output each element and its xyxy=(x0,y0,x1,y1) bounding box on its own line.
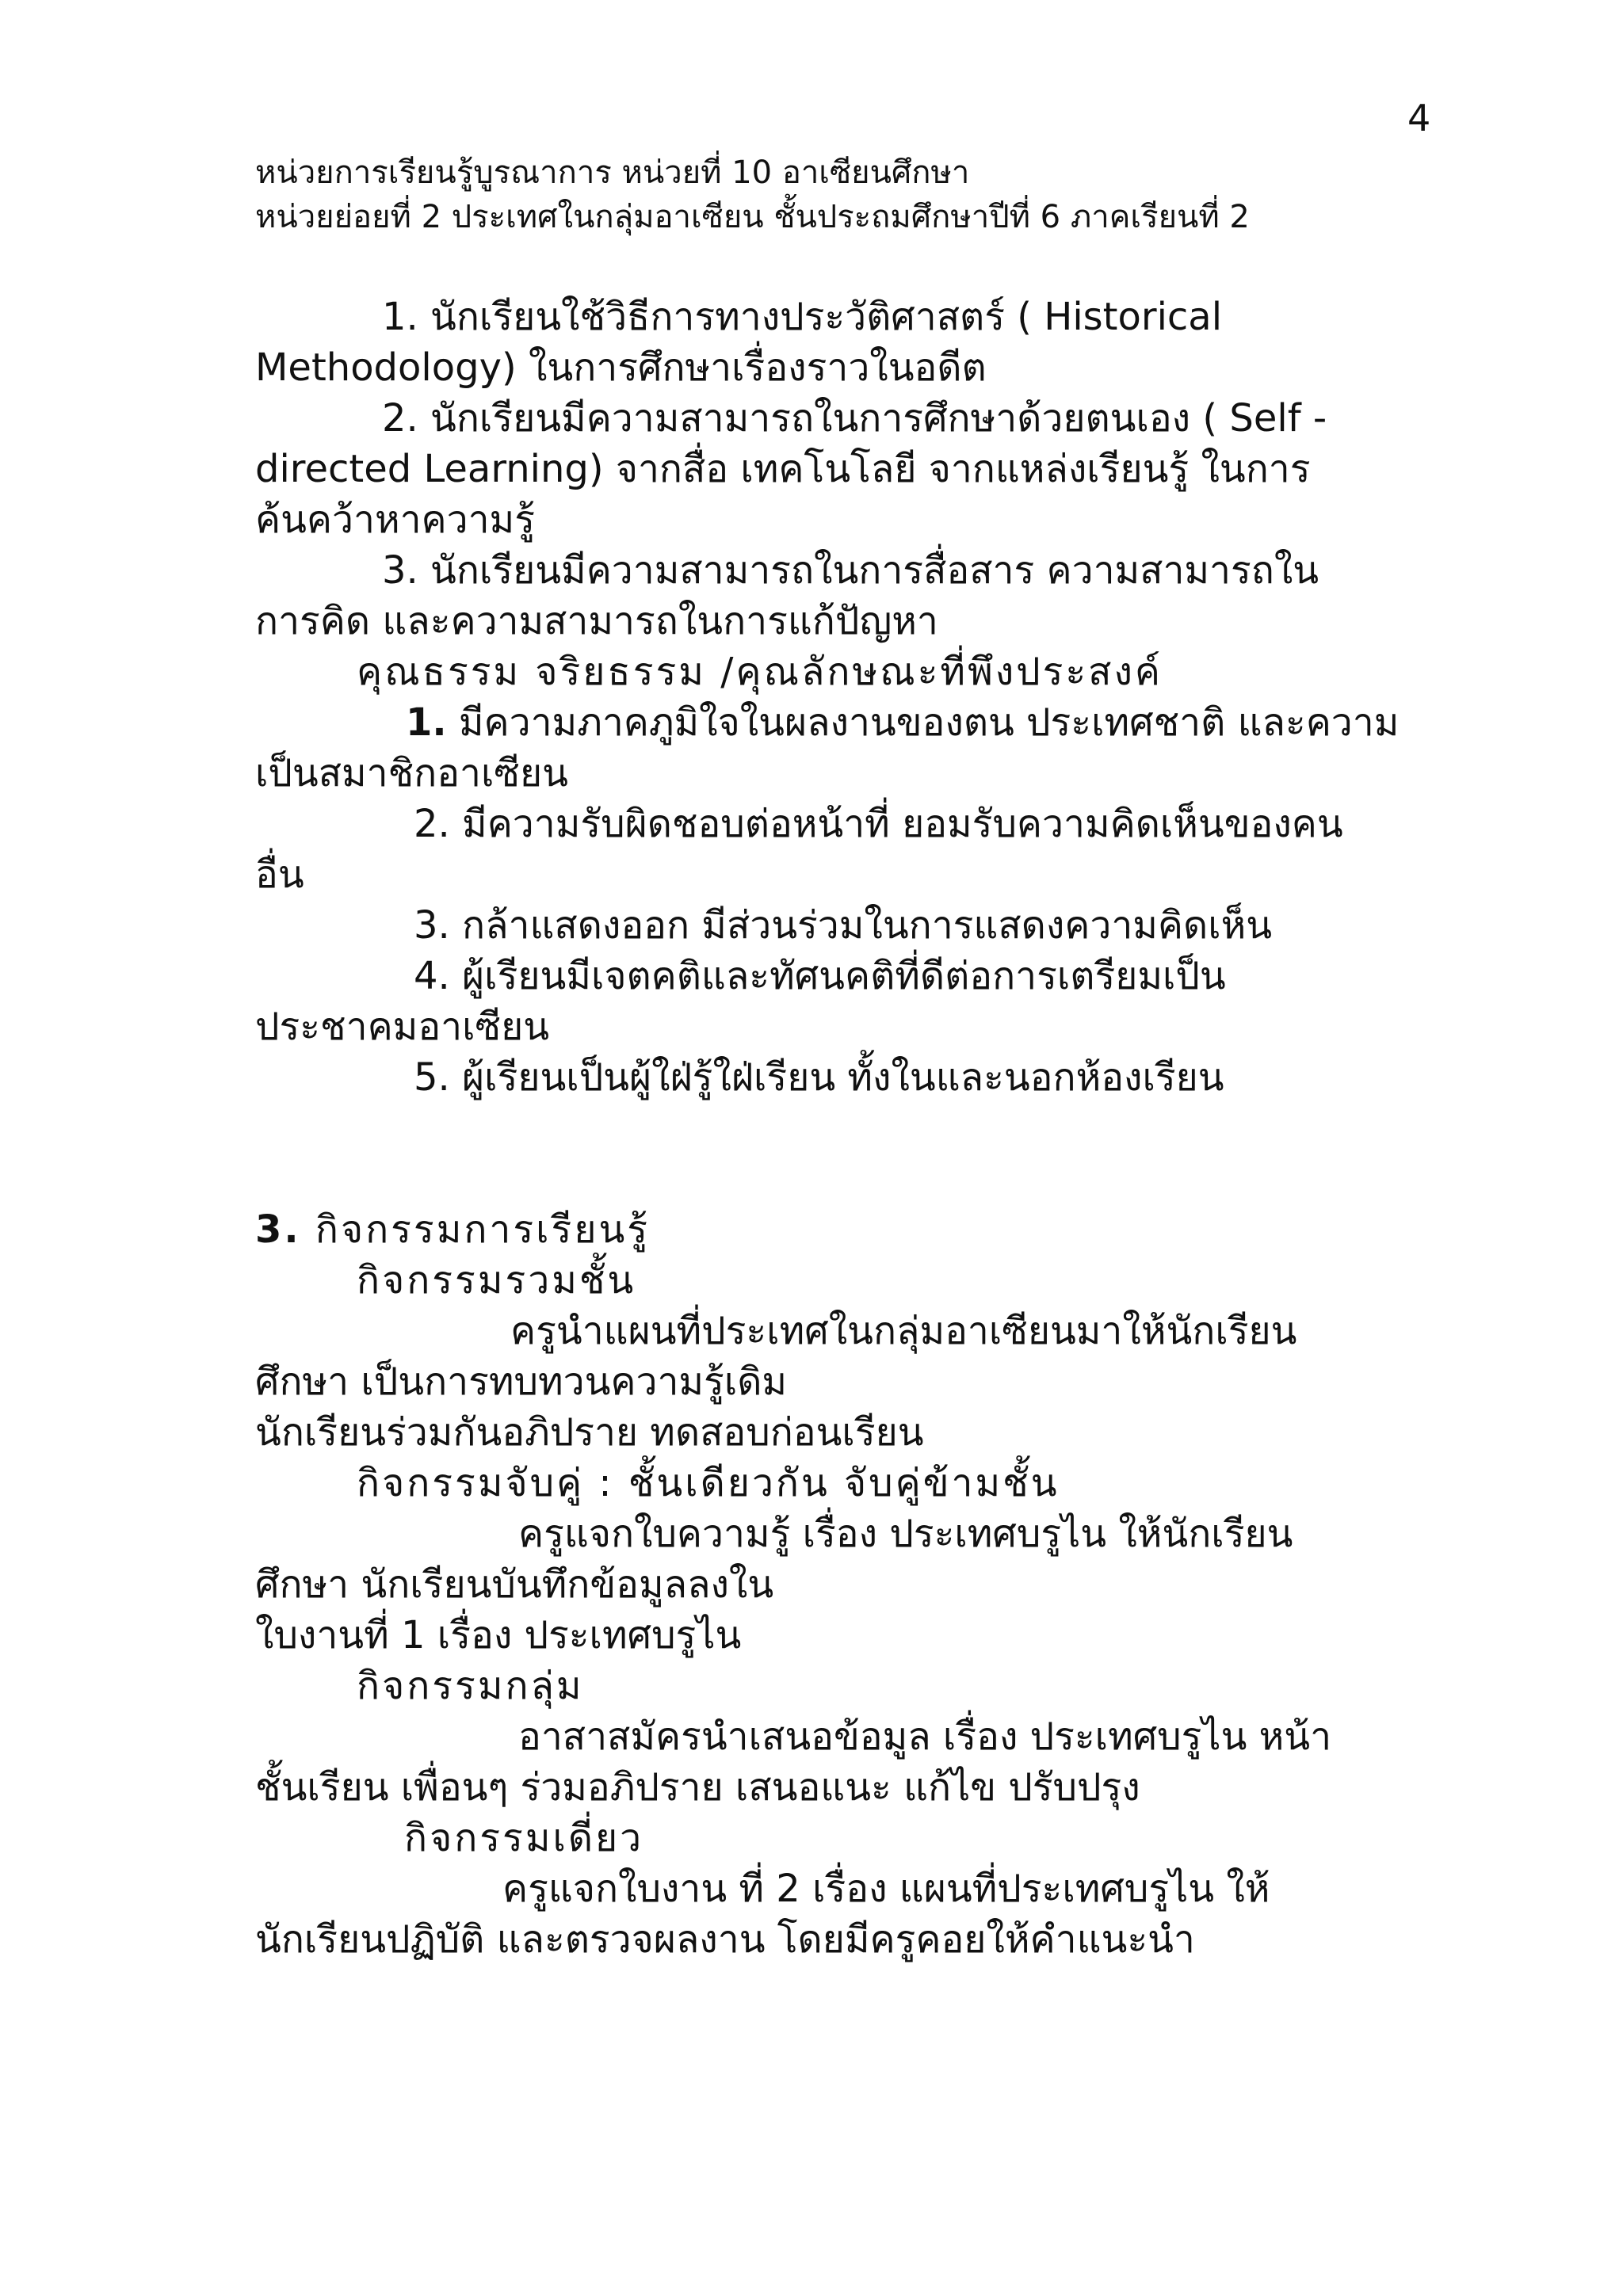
group-text-1: อาสาสมัครนำเสนอข้อมูล เรื่อง ประเทศบรูไน หน้า xyxy=(518,1714,1332,1759)
page-number: 4 xyxy=(1407,97,1431,139)
skill-item-3: 3. นักเรียนมีความสามารถในการสื่อสาร ความสามารถใน xyxy=(382,548,1319,593)
activities-heading xyxy=(255,1204,1444,1255)
skill-item-2-cont: directed Learning) จากสื่อ เทคโนโลยี จากแหล่งเรียนรู้ ในการ xyxy=(255,447,1311,491)
group-heading: กิจกรรมกลุ่ม xyxy=(357,1664,584,1708)
value-item-2: 2. มีความรับผิดชอบต่อหน้าที่ ยอมรับความคิดเห็นของคน xyxy=(414,802,1343,846)
value-item-3: 3. กล้าแสดงออก มีส่วนร่วมในการแสดงความคิดเห็น xyxy=(414,903,1273,948)
skills-list xyxy=(255,292,1444,646)
whole-class-text-1: ครูนำแผนที่ประเทศในกลุ่มอาเซียนมาให้นักเรียน xyxy=(510,1309,1297,1353)
activities-section-title: กิจกรรมการเรียนรู้ xyxy=(300,1207,651,1252)
skill-item-2-cont-2: ค้นคว้าหาความรู้ xyxy=(255,498,535,542)
whole-class-heading: กิจกรรมรวมชั้น xyxy=(357,1258,636,1302)
value-item-4: 4. ผู้เรียนมีเจตคติและทัศนคติที่ดีต่อการเตรียมเป็น xyxy=(414,954,1226,998)
skill-item-3-cont: การคิด และความสามารถในการแก้ปัญหา xyxy=(255,599,938,643)
whole-class-text-3: นักเรียนร่วมกันอภิปราย ทดสอบก่อนเรียน xyxy=(255,1410,924,1455)
pairs-text-1: ครูแจกใบความรู้ เรื่อง ประเทศบรูไน ให้นักเรียน xyxy=(518,1512,1293,1556)
value-item-2-cont: อื่น xyxy=(255,852,304,897)
whole-class-text-2: ศึกษา เป็นการทบทวนความรู้เดิม xyxy=(255,1360,788,1404)
header-subunit-title: หน่วยย่อยที่ 2 ประเทศในกลุ่มอาเซียน ชั้นประถมศึกษาปีที่ 6 ภาคเรียนที่ 2 xyxy=(255,199,1250,235)
value-item-4-cont: ประชาคมอาเซียน xyxy=(255,1005,550,1049)
values-heading: คุณธรรม จริยธรรม /คุณลักษณะที่พึงประสงค์ xyxy=(357,650,1163,694)
value-item-1-number: 1. xyxy=(406,700,447,745)
individual-heading: กิจกรรมเดี่ยว xyxy=(404,1816,644,1860)
individual-text-1: ครูแจกใบงาน ที่ 2 เรื่อง แผนที่ประเทศบรูไน ให้ xyxy=(502,1867,1270,1911)
skill-item-2: 2. นักเรียนมีความสามารถในการศึกษาด้วยตนเอง ( Self - xyxy=(382,396,1327,441)
skill-item-1-cont: Methodology) ในการศึกษาเรื่องราวในอดีต xyxy=(255,345,987,390)
document-body xyxy=(255,292,1444,1965)
value-item-5: 5. ผู้เรียนเป็นผู้ใฝ่รู้ใฝ่เรียน ทั้งในและนอกห้องเรียน xyxy=(414,1055,1224,1100)
value-item-1-text: มีความภาคภูมิใจในผลงานของตน ประเทศชาติ และความ xyxy=(446,700,1400,745)
document-header xyxy=(255,151,1444,239)
value-item-1 xyxy=(255,697,1444,748)
activities-section xyxy=(255,1204,1444,1965)
value-item-1-cont: เป็นสมาชิกอาเซียน xyxy=(255,751,568,795)
values-section xyxy=(255,646,1444,1103)
pairs-text-2: ศึกษา นักเรียนบันทึกข้อมูลลงใน xyxy=(255,1562,774,1607)
section-spacer xyxy=(255,1103,1444,1204)
individual-text-2: นักเรียนปฏิบัติ และตรวจผลงาน โดยมีครูคอยให้คำแนะนำ xyxy=(255,1917,1195,1962)
header-unit-title: หน่วยการเรียนรู้บูรณาการ หน่วยที่ 10 อาเซียนศึกษา xyxy=(255,154,970,191)
pairs-text-3: ใบงานที่ 1 เรื่อง ประเทศบรูไน xyxy=(255,1613,742,1657)
skill-item-1: 1. นักเรียนใช้วิธีการทางประวัติศาสตร์ ( Historical xyxy=(382,295,1223,339)
pairs-heading: กิจกรรมจับคู่ : ชั้นเดียวกัน จับคู่ข้ามชั้น xyxy=(357,1461,1060,1505)
group-text-2: ชั้นเรียน เพื่อนๆ ร่วมอภิปราย เสนอแนะ แก้ไข ปรับปรุง xyxy=(255,1765,1140,1810)
activities-section-number: 3. xyxy=(255,1207,301,1252)
